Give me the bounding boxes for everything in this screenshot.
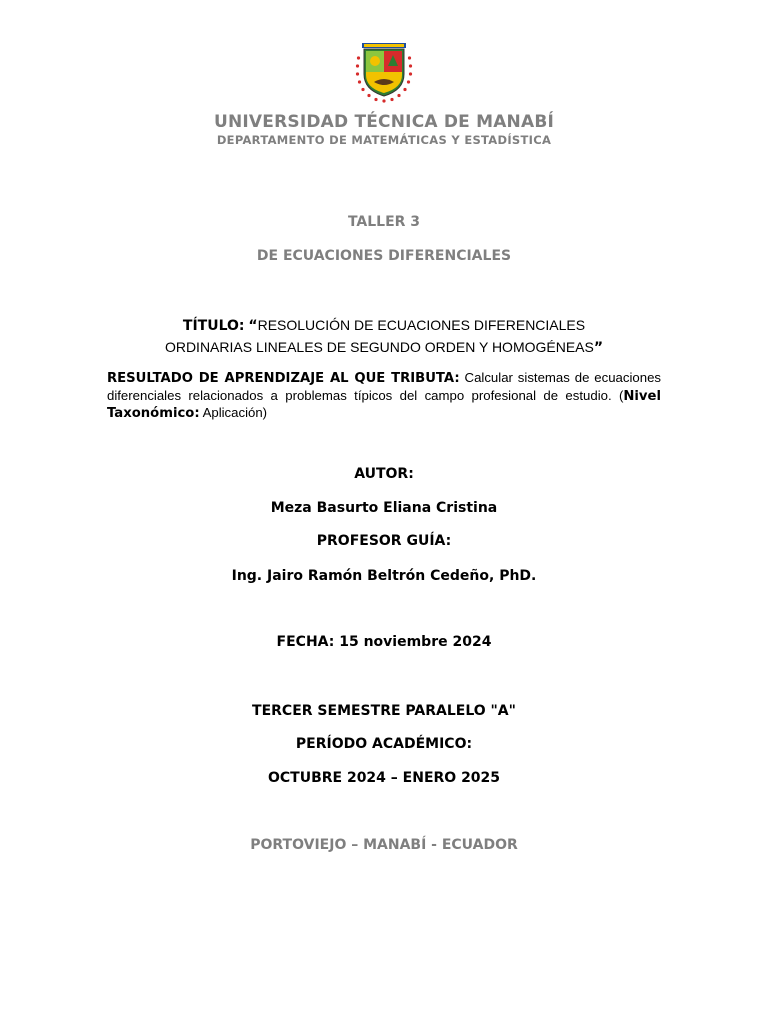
location: PORTOVIEJO – MANABÍ - ECUADOR [250,837,518,853]
academic-period-label: PERÍODO ACADÉMICO: [295,736,473,752]
title-text: RESOLUCIÓN DE ECUACIONES DIFERENCIALES ORDINARIAS LINEALES DE SEGUNDO ORDEN Y HOMOGÉNEAS [164,317,594,355]
taxonomy-value: Aplicación) [202,405,268,420]
workshop-subject: DE ECUACIONES DIFERENCIALES [256,248,512,264]
learning-outcome [107,370,661,423]
author-name: Meza Basurto Eliana Cristina [270,500,498,516]
semester: TERCER SEMESTRE PARALELO "A" [252,703,516,719]
advisor-name: Ing. Jairo Ramón Beltrón Cedeño, PhD. [231,568,537,584]
workshop-number: TALLER 3 [347,214,421,230]
date: FECHA: 15 noviembre 2024 [276,634,492,650]
learning-outcome-text: Calcular sistemas de ecuaciones diferenciales relacionados a problemas típicos del campo profesional de estudio. ( [107,370,662,403]
academic-period-value: OCTUBRE 2024 – ENERO 2025 [267,770,501,786]
taxonomy-label: Nivel Taxonómico: [107,388,661,421]
department-name: DEPARTAMENTO DE MATEMÁTICAS Y ESTADÍSTICA [216,133,552,147]
title-close-quote: ” [593,340,604,356]
university-name: UNIVERSIDAD TÉCNICA DE MANABÍ [213,112,555,132]
title-label: TÍTULO: [182,318,245,334]
learning-outcome-label: RESULTADO DE APRENDIZAJE AL QUE TRIBUTA: [107,371,460,386]
advisor-label: PROFESOR GUÍA: [316,533,452,549]
title-open-quote: “ [248,318,258,334]
university-crest-icon [352,40,416,104]
author-label: AUTOR: [354,466,414,482]
document-title [150,315,618,359]
